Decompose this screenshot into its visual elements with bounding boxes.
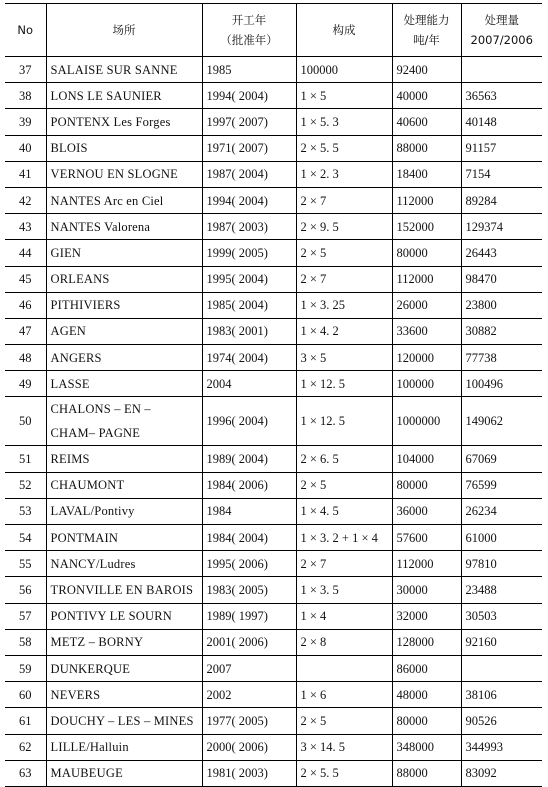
cell-site: PITHIVIERS — [46, 292, 202, 318]
table-row — [5, 708, 542, 734]
cell-site: NANTES Arc en Ciel — [46, 187, 202, 213]
table-body — [5, 57, 542, 787]
cell-composition: 2 × 7 — [296, 551, 392, 577]
cell-site: PONTIVY LE SOURN — [46, 603, 202, 629]
cell-quantity: 23488 — [461, 577, 542, 603]
cell-site: LAVAL/Pontivy — [46, 498, 202, 524]
header-start-year-line1: 开工年 — [231, 13, 267, 27]
cell-no: 39 — [5, 109, 46, 135]
cell-no: 51 — [5, 446, 46, 472]
cell-no: 44 — [5, 240, 46, 266]
cell-start-year: 1994( 2004) — [202, 83, 296, 109]
cell-composition: 2 × 5 — [296, 472, 392, 498]
cell-capacity: 1000000 — [392, 397, 461, 446]
cell-no: 42 — [5, 187, 46, 213]
cell-composition: 2 × 7 — [296, 266, 392, 292]
cell-quantity: 38106 — [461, 682, 542, 708]
incinerator-table — [5, 3, 542, 787]
cell-quantity: 91157 — [461, 135, 542, 161]
cell-composition: 2 × 9. 5 — [296, 214, 392, 240]
cell-quantity: 129374 — [461, 214, 542, 240]
table-row — [5, 214, 542, 240]
cell-quantity: 7154 — [461, 161, 542, 187]
table-row — [5, 629, 542, 655]
cell-no: 54 — [5, 525, 46, 551]
cell-start-year: 1987( 2004) — [202, 161, 296, 187]
cell-no: 63 — [5, 760, 46, 786]
cell-quantity: 77738 — [461, 345, 542, 371]
cell-site: REIMS — [46, 446, 202, 472]
cell-quantity: 149062 — [461, 397, 542, 446]
cell-site: METZ – BORNY — [46, 629, 202, 655]
header-capacity-line1: 处理能力 — [403, 13, 450, 27]
cell-composition: 100000 — [296, 57, 392, 83]
cell-quantity — [461, 57, 542, 83]
cell-capacity: 57600 — [392, 525, 461, 551]
table-row — [5, 240, 542, 266]
table-row — [5, 135, 542, 161]
cell-no: 41 — [5, 161, 46, 187]
cell-start-year: 1997( 2007) — [202, 109, 296, 135]
cell-start-year: 1983( 2001) — [202, 318, 296, 344]
table-row — [5, 109, 542, 135]
table-row — [5, 318, 542, 344]
incinerator-table-page — [5, 3, 542, 787]
cell-quantity: 100496 — [461, 371, 542, 397]
cell-capacity: 112000 — [392, 187, 461, 213]
table-row — [5, 525, 542, 551]
cell-capacity: 152000 — [392, 214, 461, 240]
cell-start-year: 1999( 2005) — [202, 240, 296, 266]
cell-start-year: 1984 — [202, 498, 296, 524]
cell-no: 55 — [5, 551, 46, 577]
cell-no: 37 — [5, 57, 46, 83]
cell-composition: 2 × 6. 5 — [296, 446, 392, 472]
cell-start-year: 1977( 2005) — [202, 708, 296, 734]
table-row — [5, 760, 542, 786]
cell-capacity: 112000 — [392, 551, 461, 577]
cell-site: VERNOU EN SLOGNE — [46, 161, 202, 187]
cell-composition: 2 × 8 — [296, 629, 392, 655]
cell-composition: 1 × 3. 25 — [296, 292, 392, 318]
table-row — [5, 371, 542, 397]
cell-capacity: 348000 — [392, 734, 461, 760]
cell-start-year: 1984( 2004) — [202, 525, 296, 551]
table-row — [5, 161, 542, 187]
cell-start-year: 1981( 2003) — [202, 760, 296, 786]
cell-no: 61 — [5, 708, 46, 734]
cell-start-year: 1995( 2006) — [202, 551, 296, 577]
cell-start-year: 1995( 2004) — [202, 266, 296, 292]
cell-capacity: 40000 — [392, 83, 461, 109]
cell-composition: 2 × 5. 5 — [296, 135, 392, 161]
cell-no: 49 — [5, 371, 46, 397]
table-header — [5, 4, 542, 57]
cell-site: PONTENX Les Forges — [46, 109, 202, 135]
cell-site: LONS LE SAUNIER — [46, 83, 202, 109]
cell-start-year: 1985 — [202, 57, 296, 83]
cell-quantity: 30503 — [461, 603, 542, 629]
cell-capacity: 128000 — [392, 629, 461, 655]
cell-site: GIEN — [46, 240, 202, 266]
cell-start-year: 1987( 2003) — [202, 214, 296, 240]
cell-start-year: 1971( 2007) — [202, 135, 296, 161]
cell-composition: 2 × 5 — [296, 240, 392, 266]
cell-quantity: 30882 — [461, 318, 542, 344]
cell-start-year: 1984( 2006) — [202, 472, 296, 498]
cell-no: 58 — [5, 629, 46, 655]
cell-composition: 1 × 12. 5 — [296, 397, 392, 446]
header-quantity — [461, 4, 542, 57]
cell-site: AGEN — [46, 318, 202, 344]
cell-composition: 1 × 4. 5 — [296, 498, 392, 524]
table-row — [5, 345, 542, 371]
cell-no: 59 — [5, 655, 46, 681]
header-capacity — [392, 4, 461, 57]
cell-capacity: 120000 — [392, 345, 461, 371]
cell-site: NANTES Valorena — [46, 214, 202, 240]
cell-start-year: 2007 — [202, 655, 296, 681]
header-quantity-line1: 处理量 — [484, 13, 519, 27]
cell-capacity: 30000 — [392, 577, 461, 603]
cell-quantity: 90526 — [461, 708, 542, 734]
cell-quantity: 26234 — [461, 498, 542, 524]
cell-quantity: 67069 — [461, 446, 542, 472]
table-row — [5, 551, 542, 577]
table-row — [5, 498, 542, 524]
cell-site: PONTMAIN — [46, 525, 202, 551]
header-no: No — [5, 4, 46, 57]
cell-capacity: 32000 — [392, 603, 461, 629]
cell-capacity: 80000 — [392, 240, 461, 266]
cell-capacity: 88000 — [392, 135, 461, 161]
cell-site: TRONVILLE EN BAROIS — [46, 577, 202, 603]
cell-start-year: 2001( 2006) — [202, 629, 296, 655]
cell-start-year: 1983( 2005) — [202, 577, 296, 603]
cell-capacity: 48000 — [392, 682, 461, 708]
header-capacity-line2: 吨/年 — [413, 33, 440, 47]
cell-composition: 1 × 3. 5 — [296, 577, 392, 603]
cell-quantity: 97810 — [461, 551, 542, 577]
cell-capacity: 112000 — [392, 266, 461, 292]
table-row — [5, 266, 542, 292]
cell-capacity: 104000 — [392, 446, 461, 472]
cell-composition: 1 × 4. 2 — [296, 318, 392, 344]
cell-composition — [296, 655, 392, 681]
cell-capacity: 18400 — [392, 161, 461, 187]
cell-start-year: 1989( 1997) — [202, 603, 296, 629]
table-row — [5, 603, 542, 629]
table-row — [5, 472, 542, 498]
cell-start-year: 1996( 2004) — [202, 397, 296, 446]
cell-composition: 1 × 3. 2 + 1 × 4 — [296, 525, 392, 551]
table-row — [5, 734, 542, 760]
cell-composition: 1 × 12. 5 — [296, 371, 392, 397]
cell-composition: 1 × 2. 3 — [296, 161, 392, 187]
cell-site: ANGERS — [46, 345, 202, 371]
cell-quantity: 83092 — [461, 760, 542, 786]
cell-site: LASSE — [46, 371, 202, 397]
cell-no: 52 — [5, 472, 46, 498]
cell-start-year: 1994( 2004) — [202, 187, 296, 213]
cell-capacity: 86000 — [392, 655, 461, 681]
cell-no: 47 — [5, 318, 46, 344]
cell-no: 60 — [5, 682, 46, 708]
table-row — [5, 292, 542, 318]
header-start-year — [202, 4, 296, 57]
cell-quantity: 98470 — [461, 266, 542, 292]
header-quantity-line2: 2007/2006 — [470, 33, 533, 47]
cell-quantity: 23800 — [461, 292, 542, 318]
cell-capacity: 33600 — [392, 318, 461, 344]
table-row — [5, 577, 542, 603]
cell-quantity: 92160 — [461, 629, 542, 655]
cell-no: 48 — [5, 345, 46, 371]
cell-start-year: 2000( 2006) — [202, 734, 296, 760]
header-composition: 构成 — [296, 4, 392, 57]
cell-capacity: 100000 — [392, 371, 461, 397]
cell-composition: 2 × 7 — [296, 187, 392, 213]
cell-composition: 3 × 5 — [296, 345, 392, 371]
cell-quantity: 26443 — [461, 240, 542, 266]
cell-no: 56 — [5, 577, 46, 603]
cell-capacity: 80000 — [392, 708, 461, 734]
cell-site: DOUCHY – LES – MINES — [46, 708, 202, 734]
cell-quantity: 36563 — [461, 83, 542, 109]
cell-site: DUNKERQUE — [46, 655, 202, 681]
cell-no: 40 — [5, 135, 46, 161]
cell-site: NEVERS — [46, 682, 202, 708]
cell-composition: 1 × 6 — [296, 682, 392, 708]
cell-start-year: 2002 — [202, 682, 296, 708]
cell-start-year: 2004 — [202, 371, 296, 397]
cell-capacity: 92400 — [392, 57, 461, 83]
cell-composition: 1 × 5 — [296, 83, 392, 109]
cell-quantity — [461, 655, 542, 681]
cell-capacity: 88000 — [392, 760, 461, 786]
cell-composition: 1 × 5. 3 — [296, 109, 392, 135]
cell-capacity: 26000 — [392, 292, 461, 318]
header-row — [5, 4, 542, 57]
cell-no: 43 — [5, 214, 46, 240]
header-start-year-line2: （批准年） — [220, 33, 278, 47]
cell-site: BLOIS — [46, 135, 202, 161]
table-row — [5, 57, 542, 83]
cell-composition: 2 × 5. 5 — [296, 760, 392, 786]
table-row — [5, 655, 542, 681]
cell-site: LILLE/Halluin — [46, 734, 202, 760]
cell-capacity: 36000 — [392, 498, 461, 524]
cell-site: MAUBEUGE — [46, 760, 202, 786]
cell-site: SALAISE SUR SANNE — [46, 57, 202, 83]
cell-start-year: 1974( 2004) — [202, 345, 296, 371]
header-site: 场所 — [46, 4, 202, 57]
cell-no: 57 — [5, 603, 46, 629]
table-row — [5, 187, 542, 213]
table-row — [5, 397, 542, 446]
cell-no: 38 — [5, 83, 46, 109]
cell-start-year: 1989( 2004) — [202, 446, 296, 472]
cell-no: 50 — [5, 397, 46, 446]
cell-site: NANCY/Ludres — [46, 551, 202, 577]
cell-quantity: 344993 — [461, 734, 542, 760]
cell-start-year: 1985( 2004) — [202, 292, 296, 318]
cell-composition: 3 × 14. 5 — [296, 734, 392, 760]
cell-quantity: 40148 — [461, 109, 542, 135]
cell-no: 62 — [5, 734, 46, 760]
cell-no: 45 — [5, 266, 46, 292]
cell-site: CHALONS – EN – CHAM– PAGNE — [46, 397, 202, 446]
cell-composition: 2 × 5 — [296, 708, 392, 734]
cell-quantity: 76599 — [461, 472, 542, 498]
table-row — [5, 83, 542, 109]
cell-capacity: 80000 — [392, 472, 461, 498]
cell-no: 53 — [5, 498, 46, 524]
cell-quantity: 89284 — [461, 187, 542, 213]
cell-no: 46 — [5, 292, 46, 318]
cell-composition: 1 × 4 — [296, 603, 392, 629]
cell-capacity: 40600 — [392, 109, 461, 135]
table-row — [5, 682, 542, 708]
table-row — [5, 446, 542, 472]
cell-quantity: 61000 — [461, 525, 542, 551]
cell-site: CHAUMONT — [46, 472, 202, 498]
cell-site: ORLEANS — [46, 266, 202, 292]
